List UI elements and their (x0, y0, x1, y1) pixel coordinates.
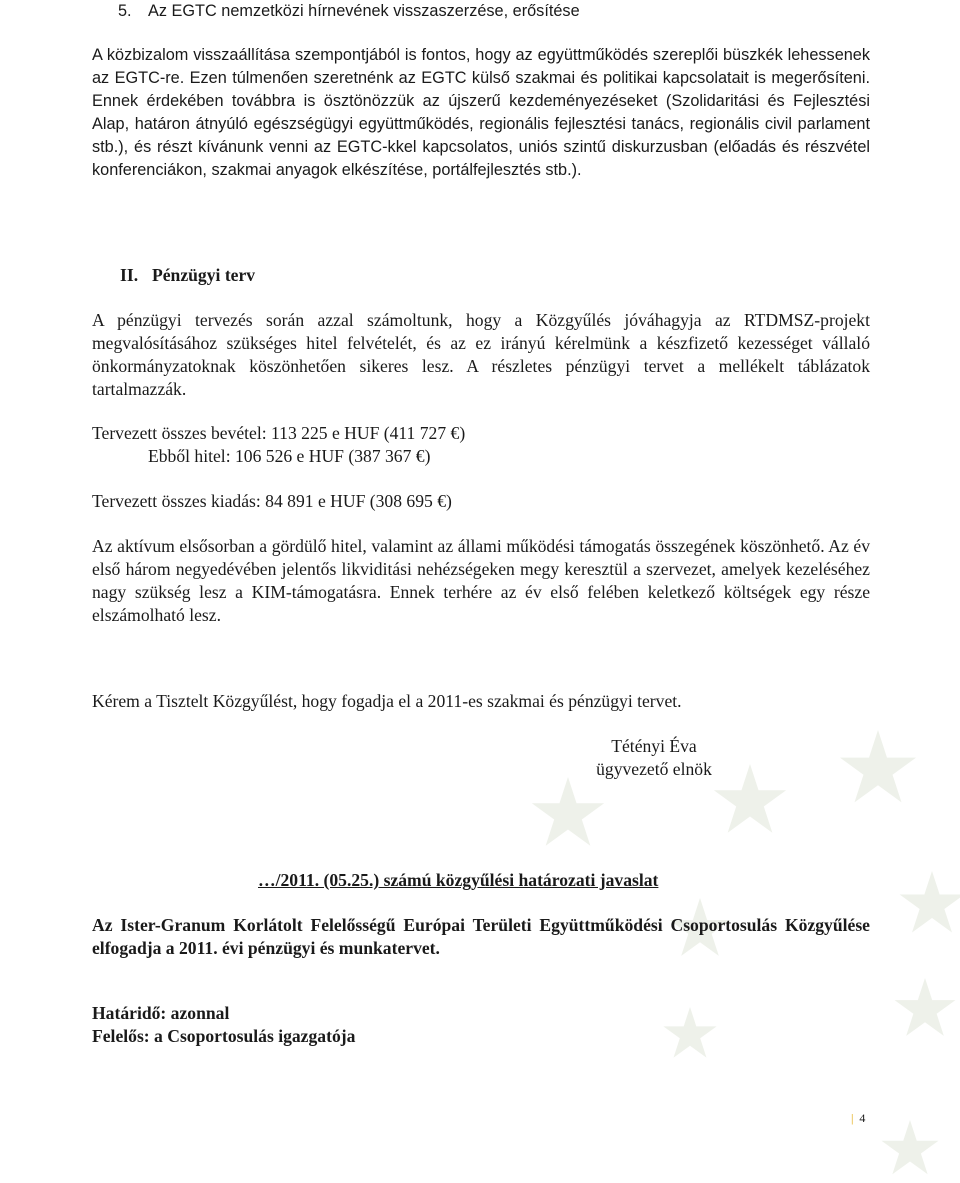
section-2-number: II. (120, 265, 139, 285)
watermark-star-icon (895, 978, 956, 1036)
planned-expense-line: Tervezett összes kiadás: 84 891 e HUF (308 695 €) (92, 491, 452, 511)
section-5-paragraph: A közbizalom visszaállítása szempontjából is fontos, hogy az együttműködés szereplői büszkék lehessenek az EGTC-re. Ezen túlmenően szeretnénk az EGTC külső szakmai és politikai kapcsolatait is megerősíteni. Ennek érdekében továbbra is ösztönözzük az újszerű kezdeményezéseket (Szolidaritási és Fejlesztési Alap, határon átnyúló egészségügyi együttműködés, regionális fejlesztési tanács, regionális civil parlament stb.), és részt kívánunk venni az EGTC-kkel kapcsolatos, uniós szintű diskurzusban (előadás és részvétel konferenciákon, szakmai anyagok elkészítése, portálfejlesztés stb.). (92, 46, 870, 179)
page-footer (851, 1111, 865, 1126)
watermark-star-icon (900, 871, 960, 933)
footer-separator: | (851, 1111, 854, 1125)
section-5-heading (118, 0, 580, 23)
financial-plan-paragraph: A pénzügyi tervezés során azzal számoltunk, hogy a Közgyűlés jóváhagyja az RTDMSZ-projekt megvalósításához szükséges hitel felvételét, és az ez irányú kérelmünk a készfizető kezességet vállaló önkormányzatoknak köszönhetően sikeres lesz. A részletes pénzügyi tervet a mellékelt táblázatok tartalmazzák. (92, 310, 870, 399)
section-2-heading (120, 264, 255, 287)
resolution-title: …/2011. (05.25.) számú közgyűlési határozati javaslat (258, 870, 659, 890)
loan-amount-line: Ebből hitel: 106 526 e HUF (387 367 €) (148, 446, 431, 466)
watermark-star-icon (532, 777, 604, 846)
resolution-responsible: Felelős: a Csoportosulás igazgatója (92, 1026, 356, 1046)
resolution-text: Az Ister-Granum Korlátolt Felelősségű Európai Területi Együttműködési Csoportosulás Közgyűlése elfogadja a 2011. évi pénzügyi és munkatervet. (92, 915, 870, 958)
watermark-star-icon (663, 1007, 716, 1058)
section-2-title: Pénzügyi terv (152, 265, 256, 285)
watermark-star-icon (881, 1120, 938, 1174)
resolution-deadline: Határidő: azonnal (92, 1003, 230, 1023)
section-5-number: 5. (118, 2, 132, 20)
planned-income-line: Tervezett összes bevétel: 113 225 e HUF (411 727 €) (92, 423, 466, 443)
watermark-star-icon (840, 730, 916, 802)
signatory-name: Tétényi Éva (611, 736, 697, 756)
page-number: 4 (859, 1111, 866, 1125)
signatory-role: ügyvezető elnök (596, 759, 712, 779)
approval-request: Kérem a Tisztelt Közgyűlést, hogy fogadja el a 2011-es szakmai és pénzügyi tervet. (92, 691, 682, 711)
assets-paragraph: Az aktívum elsősorban a gördülő hitel, valamint az állami működési támogatás összegének köszönhető. Az év első három negyedévében jelentős likviditási nehézségeken megy keresztül a szervezet, amelyek kezeléséhez nagy szükség lesz a KIM-támogatásra. Ennek terhére az év első felében keletkező költségek egy része elszámolható lesz. (92, 536, 870, 625)
section-5-title: Az EGTC nemzetközi hírnevének visszaszerzése, erősítése (148, 2, 580, 20)
